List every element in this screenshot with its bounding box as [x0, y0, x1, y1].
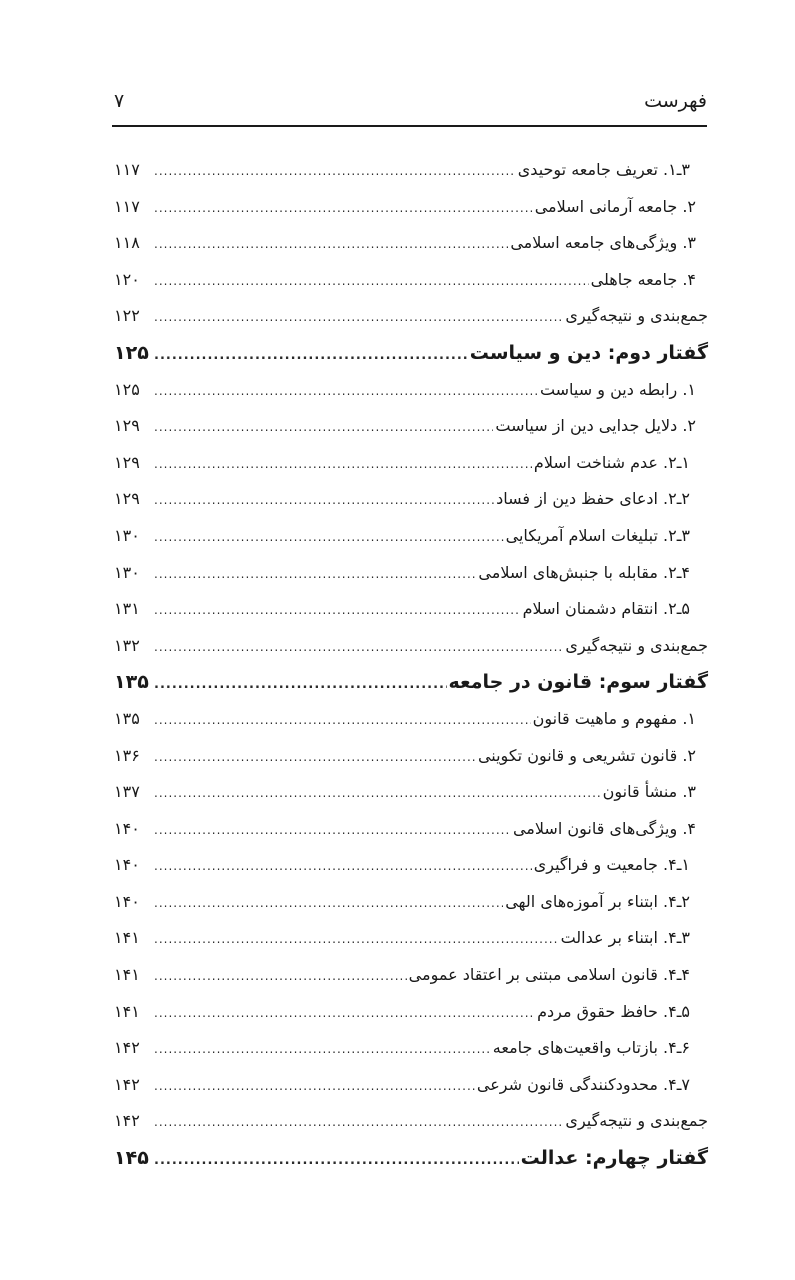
toc-entry-title: ۱ـ۴. جامعیت و فراگیری — [533, 855, 690, 875]
toc-entry-title: ۱ـ۲. عدم شناخت اسلام — [533, 452, 690, 472]
toc-entry-title: ۷ـ۴. محدودکنندگی قانون شرعی — [476, 1074, 690, 1094]
page-number: ۷ — [114, 90, 125, 112]
header-divider — [112, 125, 707, 127]
toc-entry-title: ۳. منشأ قانون — [602, 782, 696, 802]
toc-entry[interactable] — [114, 518, 708, 555]
toc-entry-title: ۱. مفهوم و ماهیت قانون — [532, 708, 696, 728]
toc-entry-title: ۳ـ۱. تعریف جامعه توحیدی — [517, 160, 690, 179]
toc-entry-page-number: ۱۳۰ — [114, 562, 140, 582]
toc-entry-title: ۴ـ۲. مقابله با جنبش‌های اسلامی — [478, 562, 690, 582]
dot-leader — [154, 556, 476, 593]
dot-leader — [154, 1104, 563, 1141]
dot-leader — [154, 885, 503, 922]
toc-entry[interactable] — [114, 628, 708, 665]
toc-entry[interactable] — [114, 189, 708, 226]
dot-leader — [154, 338, 468, 375]
toc-entry-page-number: ۱۳۵ — [114, 671, 149, 694]
toc-entry[interactable] — [114, 811, 708, 848]
dot-leader — [154, 446, 532, 483]
toc-entry-page-number: ۱۴۲ — [114, 1074, 140, 1094]
dot-leader — [154, 995, 535, 1032]
toc-entry-page-number: ۱۲۹ — [114, 416, 140, 436]
toc-entry-title: ۲ـ۲. ادعای حفظ دین از فساد — [496, 489, 690, 509]
toc-entry-page-number: ۱۴۱ — [114, 928, 140, 948]
toc-entry[interactable] — [114, 555, 708, 592]
dot-leader — [154, 263, 589, 300]
dot-leader — [154, 226, 508, 263]
toc-entry-title: ۶ـ۴. بازتاب واقعیت‌های جامعه — [492, 1038, 690, 1058]
dot-leader — [154, 667, 447, 704]
toc-entry[interactable] — [114, 1103, 708, 1140]
table-of-contents — [114, 152, 708, 1177]
toc-entry-page-number: ۱۱۸ — [114, 233, 140, 253]
toc-entry[interactable] — [114, 372, 708, 409]
toc-entry-page-number: ۱۴۱ — [114, 965, 140, 985]
toc-entry-title: ۲. جامعه آرمانی اسلامی — [534, 196, 696, 216]
toc-entry[interactable] — [114, 847, 708, 884]
dot-leader — [154, 702, 531, 739]
toc-entry[interactable] — [114, 1030, 708, 1067]
toc-entry-title: ۴. جامعه جاهلی — [590, 269, 696, 289]
toc-entry-title: جمع‌بندی و نتیجه‌گیری — [565, 1111, 708, 1131]
toc-entry-page-number: ۱۳۵ — [114, 708, 140, 728]
dot-leader — [154, 519, 504, 556]
toc-entry-title: ۳. ویژگی‌های جامعه اسلامی — [510, 233, 696, 253]
dot-leader — [154, 190, 533, 227]
toc-entry-title: گفتار سوم: قانون در جامعه — [448, 671, 708, 694]
toc-entry[interactable] — [114, 152, 708, 189]
toc-entry[interactable] — [114, 957, 708, 994]
dot-leader — [154, 739, 476, 776]
toc-entry-title: ۵ـ۴. حافظ حقوق مردم — [537, 1001, 690, 1021]
dot-leader — [154, 482, 494, 519]
toc-entry-page-number: ۱۳۶ — [114, 745, 140, 765]
dot-leader — [154, 373, 538, 410]
dot-leader — [154, 592, 521, 629]
toc-entry-page-number: ۱۴۲ — [114, 1111, 140, 1131]
toc-entry-title: ۲ـ۴. ابتناء بر آموزه‌های الهی — [505, 891, 690, 911]
toc-entry-page-number: ۱۴۱ — [114, 1001, 140, 1021]
toc-entry-page-number: ۱۱۷ — [114, 160, 140, 179]
toc-entry-page-number: ۱۲۰ — [114, 269, 140, 289]
toc-chapter-entry[interactable] — [114, 1140, 708, 1177]
toc-entry-page-number: ۱۴۰ — [114, 818, 140, 838]
toc-entry[interactable] — [114, 738, 708, 775]
dot-leader — [154, 958, 407, 995]
toc-entry[interactable] — [114, 591, 708, 628]
toc-entry-page-number: ۱۳۲ — [114, 635, 140, 655]
toc-chapter-entry[interactable] — [114, 664, 708, 701]
toc-entry-page-number: ۱۳۱ — [114, 599, 140, 619]
dot-leader — [154, 921, 559, 958]
toc-entry[interactable] — [114, 481, 708, 518]
dot-leader — [154, 848, 532, 885]
dot-leader — [154, 299, 563, 336]
dot-leader — [154, 1031, 491, 1068]
dot-leader — [154, 1143, 519, 1180]
toc-entry[interactable] — [114, 225, 708, 262]
toc-entry[interactable] — [114, 920, 708, 957]
toc-entry-page-number: ۱۲۹ — [114, 452, 140, 472]
toc-entry[interactable] — [114, 408, 708, 445]
toc-entry-page-number: ۱۲۲ — [114, 306, 140, 326]
toc-entry[interactable] — [114, 298, 708, 335]
running-header — [112, 86, 707, 126]
running-header-title: فهرست — [644, 90, 707, 112]
toc-entry[interactable] — [114, 445, 708, 482]
toc-entry-page-number: ۱۲۹ — [114, 489, 140, 509]
toc-entry-title: ۴ـ۴. قانون اسلامی مبتنی بر اعتقاد عمومی — [408, 965, 690, 985]
toc-entry-title: گفتار دوم: دین و سیاست — [469, 341, 708, 364]
toc-entry-page-number: ۱۴۰ — [114, 855, 140, 875]
toc-entry-title: ۵ـ۲. انتقام دشمنان اسلام — [522, 599, 690, 619]
toc-entry[interactable] — [114, 262, 708, 299]
dot-leader — [154, 775, 601, 812]
dot-leader — [154, 629, 563, 666]
toc-entry-title: ۲. دلایل جدایی دین از سیاست — [495, 416, 696, 436]
dot-leader — [154, 812, 511, 849]
toc-entry-title: ۴. ویژگی‌های قانون اسلامی — [512, 818, 696, 838]
toc-entry[interactable] — [114, 701, 708, 738]
toc-entry-page-number: ۱۲۵ — [114, 341, 149, 364]
toc-entry-page-number: ۱۴۲ — [114, 1038, 140, 1058]
toc-entry-page-number: ۱۴۵ — [114, 1147, 149, 1170]
toc-entry-page-number: ۱۳۷ — [114, 782, 140, 802]
toc-entry-title: ۱. رابطه دین و سیاست — [539, 379, 696, 399]
dot-leader — [154, 1068, 475, 1105]
dot-leader — [154, 153, 516, 190]
toc-entry-title: جمع‌بندی و نتیجه‌گیری — [565, 306, 708, 326]
toc-entry[interactable] — [114, 884, 708, 921]
toc-entry-page-number: ۱۴۰ — [114, 891, 140, 911]
toc-entry-page-number: ۱۱۷ — [114, 196, 140, 216]
dot-leader — [154, 409, 493, 446]
toc-entry-title: گفتار چهارم: عدالت — [520, 1147, 708, 1170]
toc-chapter-entry[interactable] — [114, 335, 708, 372]
toc-entry-page-number: ۱۳۰ — [114, 525, 140, 545]
toc-entry-title: ۳ـ۲. تبلیغات اسلام آمریکایی — [505, 525, 690, 545]
toc-entry-page-number: ۱۲۵ — [114, 379, 140, 399]
toc-entry[interactable] — [114, 774, 708, 811]
toc-entry[interactable] — [114, 1067, 708, 1104]
toc-entry-title: ۲. قانون تشریعی و قانون تکوینی — [477, 745, 696, 765]
toc-entry-title: جمع‌بندی و نتیجه‌گیری — [565, 635, 708, 655]
toc-entry-title: ۳ـ۴. ابتناء بر عدالت — [560, 928, 690, 948]
toc-entry[interactable] — [114, 994, 708, 1031]
